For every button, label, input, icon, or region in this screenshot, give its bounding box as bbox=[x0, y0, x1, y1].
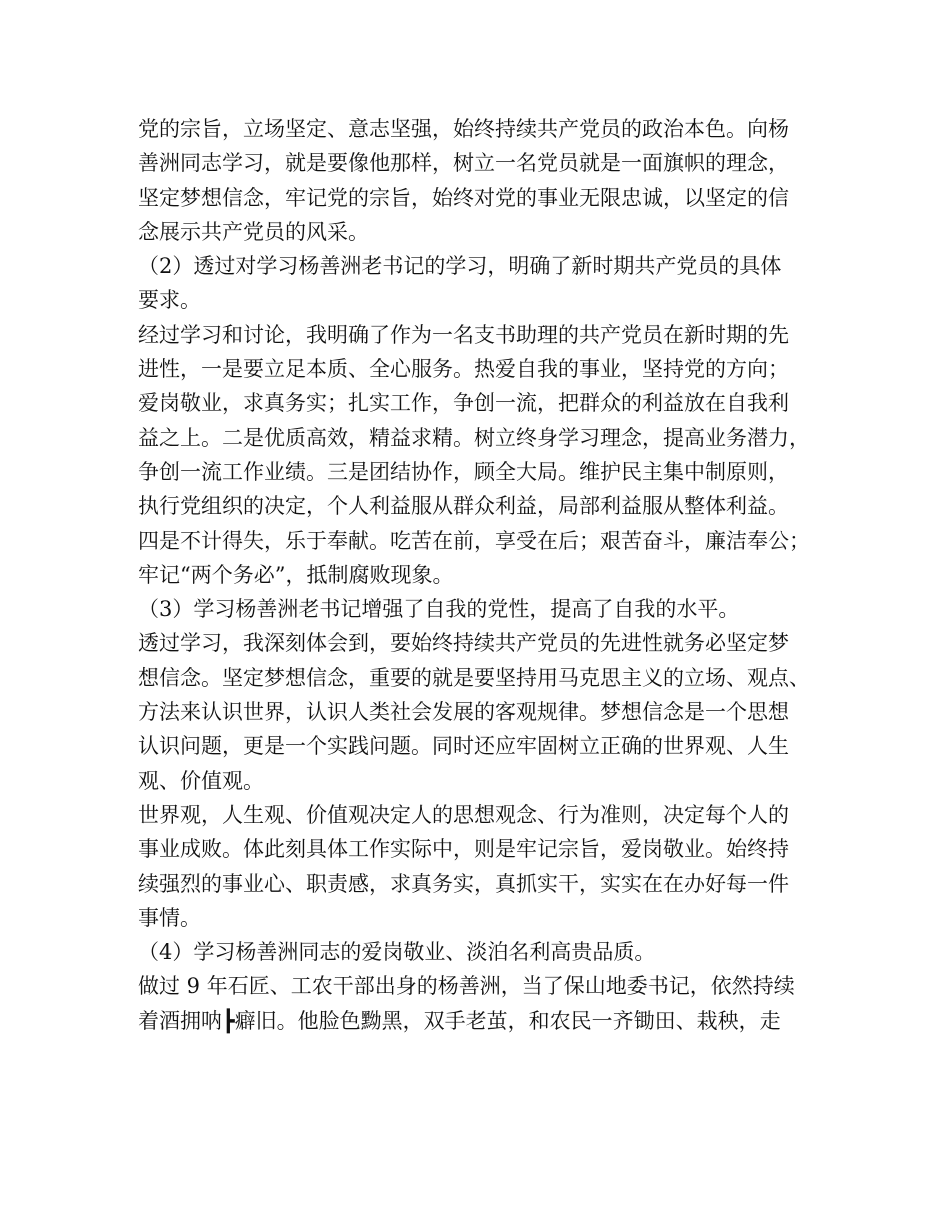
text-line-20: 观、价值观。 bbox=[138, 768, 264, 793]
text-line-1: 党的宗旨，立场坚定、意志坚强，始终持续共产党员的政治本色。向杨 bbox=[138, 117, 789, 141]
text-line-25: （4）学习杨善洲同志的爱岗敬业、淡泊名利高贵品质。 bbox=[138, 940, 656, 965]
text-line-17: 想信念。坚定梦想信念，重要的就是要坚持用马克思主义的立场、观点、 bbox=[138, 665, 810, 690]
text-line-24: 事情。 bbox=[138, 905, 201, 930]
text-line-6: 要求。 bbox=[138, 288, 201, 313]
text-line-4: 念展示共产党员的风采。 bbox=[138, 219, 369, 244]
text-line-18: 方法来认识世界，认识人类社会发展的客观规律。梦想信念是一个思想 bbox=[138, 700, 789, 725]
text-line-21: 世界观，人生观、价值观决定人的思想观念、行为准则，决定每个人的 bbox=[138, 802, 789, 827]
text-line-16: 透过学习，我深刻体会到，要始终持续共产党员的先进性就务必坚定梦 bbox=[138, 631, 789, 656]
text-line-19: 认识问题，更是一个实践问题。同时还应牢固树立正确的世界观、人生 bbox=[138, 734, 789, 759]
text-line-13: 四是不计得失，乐于奉献。吃苦在前，享受在后；艰苦奋斗，廉洁奉公； bbox=[138, 528, 810, 553]
text-line-5: （2）透过对学习杨善洲老书记的学习，明确了新时期共产党员的具体 bbox=[138, 254, 782, 279]
text-line-12: 执行党组织的决定，个人利益服从群众利益，局部利益服从整体利益。 bbox=[138, 494, 789, 519]
document-body bbox=[138, 112, 828, 1038]
text-line-15: （3）学习杨善洲老书记增强了自我的党性，提高了自我的水平。 bbox=[138, 597, 740, 622]
text-line-3: 坚定梦想信念，牢记党的宗旨，始终对党的事业无限忠诚，以坚定的信 bbox=[138, 185, 789, 210]
text-line-22: 事业成败。体此刻具体工作实际中，则是牢记宗旨，爱岗敬业。始终持 bbox=[138, 837, 789, 862]
text-line-23: 续强烈的事业心、职责感，求真务实，真抓实干，实实在在办好每一件 bbox=[138, 871, 789, 896]
text-line-14: 牢记“两个务必”，抵制腐败现象。 bbox=[138, 562, 454, 587]
text-line-27: 着酒拥呐┣癖旧。他脸色黝黑，双手老茧，和农民一齐锄田、栽秧，走 bbox=[138, 1008, 781, 1033]
text-line-26: 做过 9 年石匠、工农干部出身的杨善洲，当了保山地委书记，依然持续 bbox=[138, 974, 795, 999]
text-line-10: 益之上。二是优质高效，精益求精。树立终身学习理念，提高业务潜力， bbox=[138, 425, 810, 450]
text-line-7: 经过学习和讨论，我明确了作为一名支书助理的共产党员在新时期的先 bbox=[138, 322, 789, 347]
text-line-8: 进性，一是要立足本质、全心服务。热爱自我的事业，坚持党的方向； bbox=[138, 357, 789, 382]
text-line-11: 争创一流工作业绩。三是团结协作，顾全大局。维护民主集中制原则， bbox=[138, 459, 789, 484]
text-line-2: 善洲同志学习，就是要像他那样，树立一名党员就是一面旗帜的理念， bbox=[138, 151, 789, 176]
text-line-9: 爱岗敬业，求真务实；扎实工作，争创一流，把群众的利益放在自我利 bbox=[138, 391, 789, 416]
